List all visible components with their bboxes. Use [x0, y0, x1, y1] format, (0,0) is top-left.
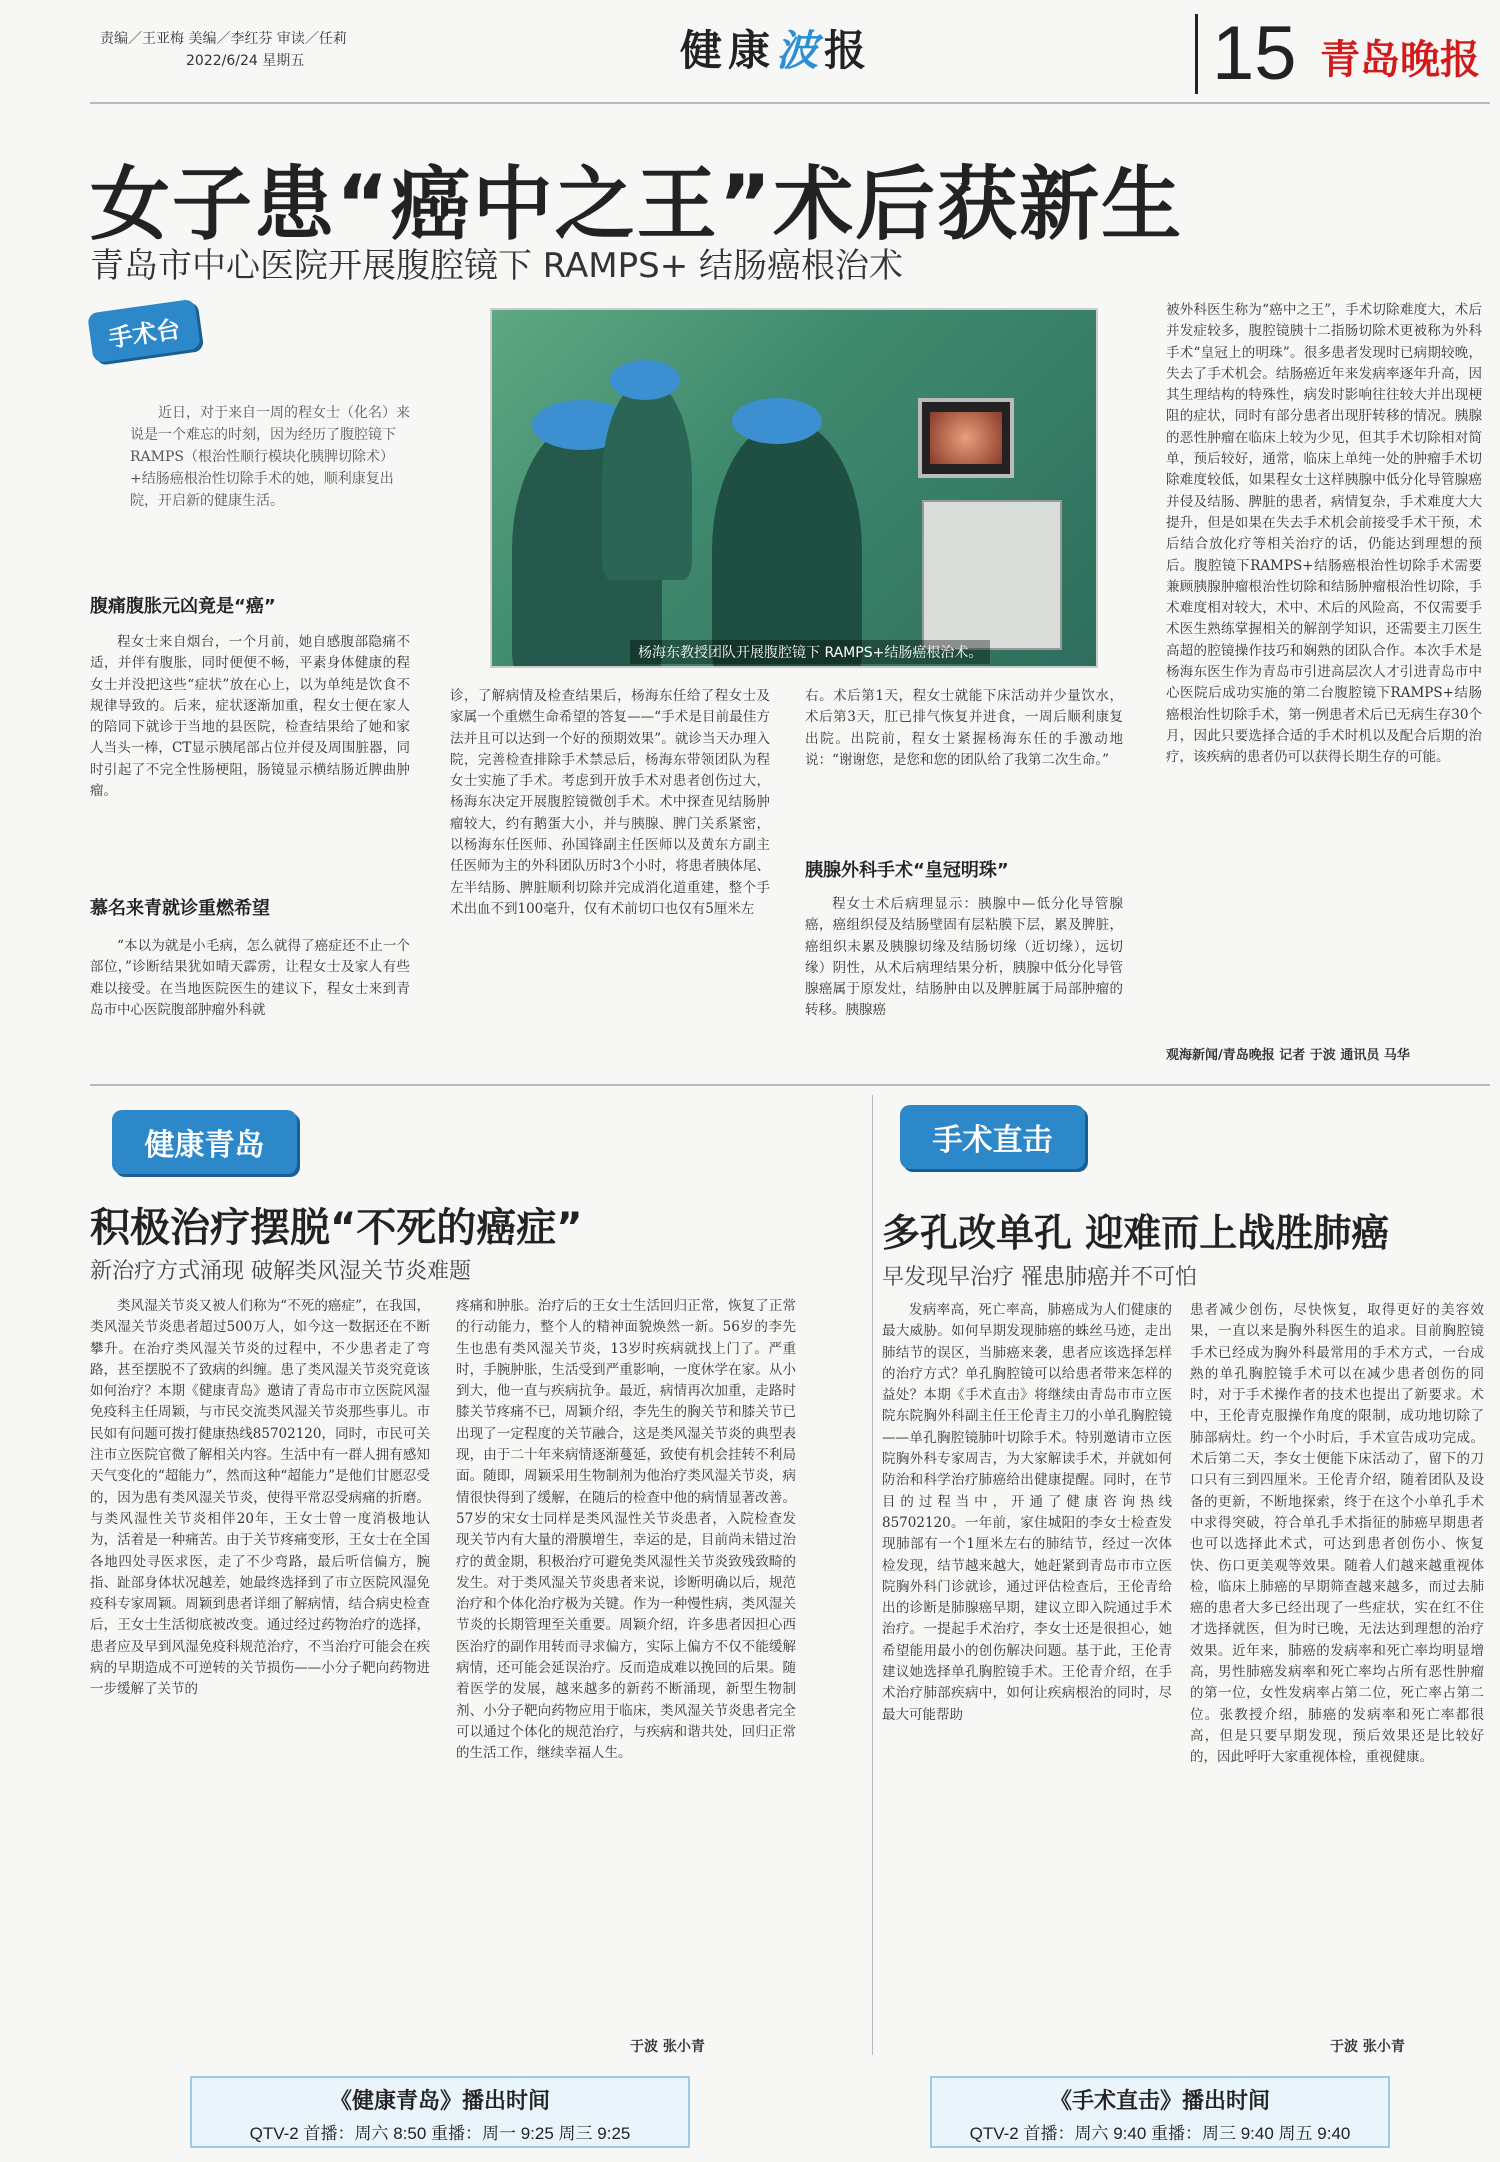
- masthead-rule: [90, 102, 1490, 104]
- nurse-figure: [712, 420, 862, 668]
- section3-text: 程女士术后病理显示：胰腺中—低分化导管腺癌，癌组织侵及结肠壁固有层粘膜下层，累及脾脏，癌组织未累及胰腺切缘及结肠切缘（近切缘），远切缘）阴性，从术后病理结果分析，胰腺中低分化导管腺癌属于原发灶，结肠肿由以及脾脏属于局部肿瘤的转移。胰腺癌: [805, 896, 1123, 1019]
- story3-headline: 多孔改单孔 迎难而上战胜肺癌: [882, 1211, 1390, 1255]
- section1-text: 程女士来自烟台，一个月前，她自感腹部隐痛不适，并伴有腹胀，同时便便不畅，平素身体健康的程女士并没把这些“症状”放在心上，以为单纯是饮食不规律导致的。后来，症状逐渐加重，程女士便在家人的陪同下就诊于当地的县医院，检查结果给了她和家人当头一棒，CT显示胰尾部占位并侵及周围脏器，同时引起了不完全性肠梗阻，肠镜显示横结肠近脾曲肿瘤。: [90, 634, 410, 800]
- monitor-screen: [918, 398, 1014, 478]
- story3-col1: 发病率高，死亡率高，肺癌成为人们健康的最大威胁。如何早期发现肺癌的蛛丝马迹，走出肺结节的误区，当肺癌来袭，患者应该选择怎样的治疗方式？单孔胸腔镜可以给患者带来怎样的益处？本期《手术直击》将继续由青岛市市立医院东院胸外科副主任王伦青主刀的小单孔胸腔镜——单孔胸腔镜肺叶切除手术。特别邀请市立医院胸外科专家周吉，为大家解读手术，并就如何防治和科学治疗肺癌给出健康提醒。同时，在节目的过程当中，开通了健康咨询热线85702120。一年前，家住城阳的李女士检查发现肺部有一个1厘米左右的肺结节，经过一次体检发现，结节越来越大，她赶紧到青岛市市立医院胸外科门诊就诊，通过评估检查后，王伦青给出的诊断是肺腺癌早期，建议立即入院通过手术治疗。一提起手术治疗，李女士还是很担心，她希望能用最小的创伤解决问题。基于此，王伦青建议她选择单孔胸腔镜手术。王伦青介绍，在手术治疗肺部疾病中，如何让疾病根治的同时，尽最大可能帮助: [882, 1302, 1172, 1723]
- paper-logo: 青岛晚报: [1320, 36, 1480, 83]
- surgery-table-badge: 手术台: [87, 299, 201, 364]
- assistant-cap: [610, 360, 680, 400]
- nurse-cap: [732, 398, 822, 444]
- story3-col2: 患者减少创伤，尽快恢复，取得更好的美容效果，一直以来是胸外科医生的追求。目前胸腔镜手术已经成为胸外科最常用的手术方式，一台成熟的单孔胸腔镜手术可以在减少患者创伤的同时，对于手术操作者的技术也提出了新要求。术中，王伦青克服操作角度的限制，成功地切除了肺部病灶。约一个小时后，手术宣告成功完成。术后第二天，李女士便能下床活动了，留下的刀口只有三到四厘米。王伦青介绍，随着团队及设备的更新，不断地探索，终于在这个小单孔手术中求得突破，符合单孔手术指征的肺癌早期患者也可以选择此术式，可达到患者创伤小、恢复快、伤口更美观等效果。随着人们越来越重视体检，临床上肺癌的早期筛查越来越多，而过去肺癌的患者大多已经出现了一些症状，实在红不住才选择就医，但为时已晚，无法达到理想的治疗效果。近年来，肺癌的发病率和死亡率均明显增高，男性肺癌发病率和死亡率均占所有恶性肿瘤的第一位，女性发病率占第二位，死亡率占第二位。张教授介绍，肺癌的发病率和死亡率都很高，但是只要早期发现，预后效果还是比较好的，因此呼吁大家重视体检，重视健康。: [1190, 1302, 1484, 1766]
- lead-subheadline: 青岛市中心医院开展腹腔镜下 RAMPS+ 结肠癌根治术: [90, 246, 904, 286]
- broadcast-schedule-right: [930, 2076, 1390, 2148]
- mid-rule: [90, 1084, 1490, 1086]
- page-number: 15: [1212, 11, 1297, 96]
- section2-title: 慕名来青就诊重燃希望: [90, 898, 270, 919]
- section3-title: 胰腺外科手术“皇冠明珠”: [805, 860, 1009, 881]
- masthead-divider: [1195, 14, 1198, 94]
- schedule-right-title: 《手术直击》播出时间: [1049, 2088, 1270, 2114]
- story2-subheadline: 新治疗方式涌现 破解类风湿关节炎难题: [90, 1259, 471, 1284]
- story3-byline: 于波 张小青: [1330, 2039, 1405, 2055]
- story2-byline: 于波 张小青: [630, 2039, 705, 2055]
- section-title: [680, 18, 872, 78]
- broadcast-schedule-left: [190, 2076, 690, 2148]
- schedule-right-times: QTV-2 首播：周六 9:40 重播：周三 9:40 周五 9:40: [969, 2124, 1351, 2143]
- lead-col3: 右。术后第1天，程女士就能下床活动并少量饮水，术后第3天，肛已排气恢复并进食，一周后顺利康复出院。出院前，程女士紧握杨海东任的手激动地说：“谢谢您，是您和您的团队给了我第二次生命。”: [805, 688, 1123, 768]
- section1-title: 腹痛腹胀元凶竟是“癌”: [90, 596, 276, 617]
- story2-col2: 疼痛和肿胀。治疗后的王女士生活回归正常，恢复了正常的行动能力，整个人的精神面貌焕然一新。56岁的李先生也患有类风湿关节炎，13岁时疾病就找上门了。严重时，手腕肿胀，生活受到严重影响，一度休学在家。从小到大，他一直与疾病抗争。最近，病情再次加重，走路时膝关节疼痛不已，周颖介绍，李先生的胸关节和膝关节已出现了一定程度的关节融合，这是类风湿关节炎的典型表现，由于二十年来病情逐渐蔓延，致使有机会挂转不利局面。随即，周颖采用生物制剂为他治疗类风湿关节炎，病情很快得到了缓解，在随后的检查中他的病情显著改善。57岁的宋女士同样是类风湿性关节炎患者，入院检查发现关节内有大量的滑膜增生，幸运的是，目前尚未错过治疗的黄金期，积极治疗可避免类风湿性关节炎致残致畸的发生。对于类风湿关节炎患者来说，诊断明确以后，规范治疗和个体化治疗极为关键。作为一种慢性病，类风湿关节炎的长期管理至关重要。周颖介绍，许多患者因担心西医治疗的副作用转而寻求偏方，实际上偏方不仅不能缓解病情，还可能会延误治疗。反而造成难以挽回的后果。随着医学的发展，越来越多的新药不断涌现，新型生物制剂、小分子靶向药物应用于临床，类风湿关节炎患者完全可以通过个体化的规范治疗，与疾病和谐共处，回归正常的生活工作，继续幸福人生。: [456, 1298, 796, 1762]
- lead-intro: 近日，对于来自一周的程女士（化名）来说是一个难忘的时刻，因为经历了腹腔镜下RAMPS（根治性顺行模块化胰脾切除术）+结肠癌根治性切除手术的她，顺利康复出院，开启新的健康生活。: [130, 405, 410, 509]
- lead-col2: 诊，了解病情及检查结果后，杨海东任给了程女士及家属一个重燃生命希望的答复——“手术是目前最佳方法并且可以达到一个好的预期效果”。就诊当天办理入院，完善检查排除手术禁忌后，杨海东带领团队为程女士实施了手术。考虑到开放手术对患者创伤过大，杨海东决定开展腹腔镜微创手术。术中探查见结肠肿瘤较大，约有鹅蛋大小，并与胰腺、脾门关系紧密，以杨海东任医师、孙国锋副主任医师以及黄东方副主任医师为主的外科团队历时3个小时，将患者胰体尾、左半结肠、脾脏顺利切除并完成消化道重建，整个手术出血不到100毫升，仅有术前切口也仅有5厘米左: [450, 688, 770, 917]
- section-title-mid: 波: [776, 26, 825, 75]
- photo-caption: 杨海东教授团队开展腹腔镜下 RAMPS+结肠癌根治术。: [630, 640, 990, 664]
- lead-byline: 观海新闻/青岛晚报 记者 于波 通讯员 马华: [1166, 1048, 1410, 1063]
- healthy-qingdao-badge: 健康青岛: [112, 1110, 297, 1174]
- schedule-left-title: 《健康青岛》播出时间: [329, 2088, 550, 2114]
- story2-headline: 积极治疗摆脱“不死的癌症”: [90, 1205, 583, 1251]
- surgery-photo: [490, 308, 1098, 668]
- section2-text: “本以为就是小毛病，怎么就得了癌症还不止一个部位，”诊断结果犹如晴天霹雳，让程女士及家人有些难以接受。在当地医院医生的建议下，程女士来到青岛市中心医院腹部肿瘤外科就: [90, 938, 410, 1018]
- lead-col4: 被外科医生称为“癌中之王”，手术切除难度大，术后并发症较多，腹腔镜胰十二指肠切除术更被称为外科手术“皇冠上的明珠”。很多患者发现时已病期较晚，失去了手术机会。结肠癌近年来发病率逐年升高，因其生理结构的特殊性，病发时影响往往较大并出现梗阻的症状，同时有部分患者出现肝转移的情况。胰腺的恶性肿瘤在临床上较为少见，但其手术切除相对简单，预后较好，通常，临床上单纯一处的肿瘤手术切除难度较低，如果程女士这样胰腺中低分化导管腺癌并侵及结肠、脾脏的患者，病情复杂，手术难度大大提升，但是如果在失去手术机会前接受手术干预，术后结合放化疗等相关治疗的话，仍能达到理想的预后。腹腔镜下RAMPS+结肠癌根治性切除手术需要兼顾胰腺肿瘤根治性切除和结肠肿瘤根治性切除，手术难度相对较大，术中、术后的风险高，不仅需要手术医生熟练掌握相关的解剖学知识，还需要主刀医生高超的腔镜操作技巧和娴熟的团队合作。本次手术是杨海东医生作为青岛市引进高层次人才引进青岛市中心医院后成功实施的第二台腹腔镜下RAMPS+结肠癌根治性切除手术，第一例患者术后已无病生存30个月，因此只要选择合适的手术时机以及配合后期的治疗，该疾病的患者仍可以获得长期生存的可能。: [1166, 302, 1482, 766]
- masthead-credits: [100, 28, 347, 72]
- section-title-left: 健康: [680, 26, 777, 75]
- story2-col1: 类风湿关节炎又被人们称为“不死的癌症”，在我国，类风湿关节炎患者超过500万人，如今这一数据还在不断攀升。在治疗类风湿关节炎的过程中，不少患者走了弯路，甚至摆脱不了致病的纠缠。患了类风湿关节炎究竟该如何治疗？本期《健康青岛》邀请了青岛市市立医院风湿免疫科主任周颖，与市民交流类风湿关节炎那些事儿。市民如有问题可拨打健康热线85702120，同时，市民可关注市立医院官微了解相关内容。生活中有一群人拥有感知天气变化的“超能力”，然而这种“超能力”是他们甘愿忍受的，因为患有类风湿关节炎，使得平常忍受病痛的折磨。与类风湿性关节炎相伴20年，王女士曾一度消极地认为，活着是一种痛苦。由于关节疼痛变形，王女士在全国各地四处寻医求医，走了不少弯路，最后听信偏方，腕指、趾部身体状况越差，她最终选择到了市立医院风湿免疫科专家周颖。周颖到患者详细了解病情，结合病史检查后，王女士生活彻底被改变。通过经过药物治疗的选择，患者应及早到风湿免疫科规范治疗，不当治疗可能会在疾病的早期造成不可逆转的关节损伤——小分子靶向药物进一步缓解了关节的: [90, 1298, 430, 1698]
- equipment-cart: [922, 500, 1062, 650]
- credits-line: 责编／王亚梅 美编／李红芬 审读／任莉: [100, 31, 347, 47]
- story3-subheadline: 早发现早治疗 罹患肺癌并不可怕: [882, 1265, 1197, 1290]
- section-title-right: 报: [824, 26, 873, 75]
- column-rule: [872, 1095, 873, 2055]
- schedule-left-times: QTV-2 首播：周六 8:50 重播：周一 9:25 周三 9:25: [249, 2124, 631, 2143]
- date-line: 2022/6/24 星期五: [186, 53, 305, 69]
- lead-headline: 女子患“癌中之王”术后获新生: [90, 158, 1184, 251]
- assistant-figure: [602, 380, 692, 580]
- surgery-live-badge: 手术直击: [900, 1105, 1085, 1169]
